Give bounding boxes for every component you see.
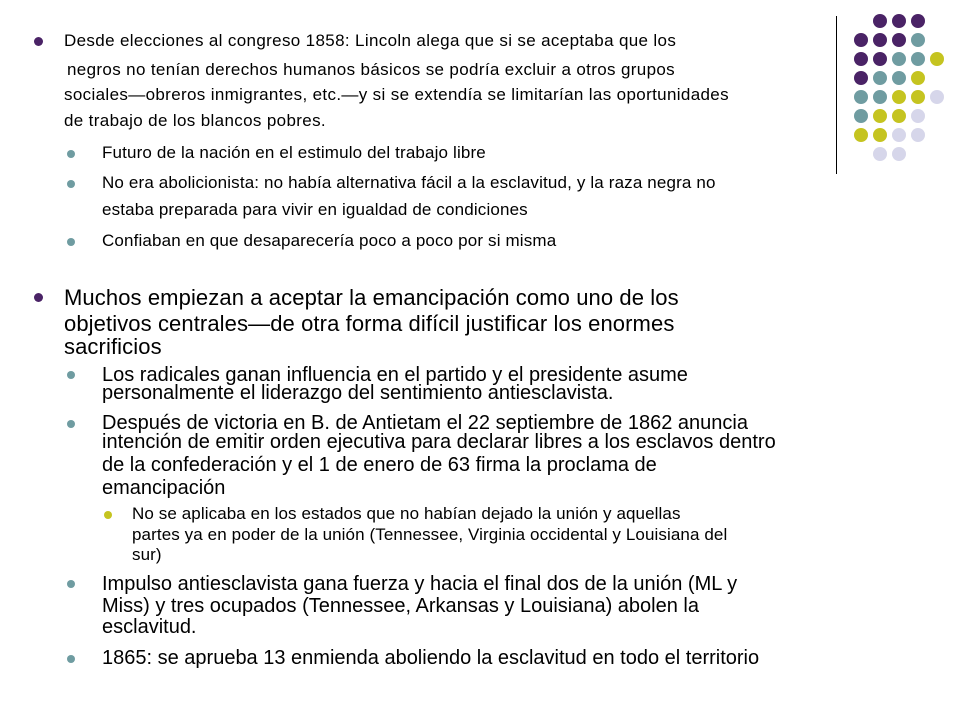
sub-bullet-text-line: personalmente el liderazgo del sentimiento antiesclavista. xyxy=(102,382,614,404)
sub-bullet-text-line: Después de victoria en B. de Antietam el 22 septiembre de 1862 anuncia xyxy=(102,412,748,434)
bullet-text-line: objetivos centrales—de otra forma difícil justificar los enormes xyxy=(64,311,675,336)
sub-bullet-text-line: Los radicales ganan influencia en el partido y el presidente asume xyxy=(102,364,688,386)
decorative-dot xyxy=(892,90,906,104)
decorative-dot xyxy=(873,90,887,104)
decorative-dot xyxy=(911,90,925,104)
decorative-dot xyxy=(854,71,868,85)
sub-bullet-text-line: esclavitud. xyxy=(102,616,197,638)
decorative-dot xyxy=(854,128,868,142)
sub-bullet-text-line: Confiaban en que desaparecería poco a poco por si misma xyxy=(102,231,557,250)
decorative-dot xyxy=(854,33,868,47)
decorative-dot xyxy=(873,147,887,161)
sub-bullet-marker xyxy=(67,238,75,246)
decorative-dot xyxy=(930,90,944,104)
bullet-text-line: negros no tenían derechos humanos básicos se podría excluir a otros grupos xyxy=(67,60,676,79)
sub-bullet-text-line: de la confederación y el 1 de enero de 63 firma la proclama de xyxy=(102,454,657,476)
sub-sub-bullet-text-line: partes ya en poder de la unión (Tennessee, Virginia occidental y Louisiana del xyxy=(132,525,728,544)
sub-bullet-text-line: Futuro de la nación en el estimulo del trabajo libre xyxy=(102,143,486,162)
decorative-dot xyxy=(873,52,887,66)
sub-bullet-text-line: estaba preparada para vivir en igualdad de condiciones xyxy=(102,200,528,219)
bullet-text-line: Desde elecciones al congreso 1858: Lincoln alega que si se aceptaba que los xyxy=(64,31,677,50)
sub-bullet-text-line: Miss) y tres ocupados (Tennessee, Arkansas y Louisiana) abolen la xyxy=(102,595,699,617)
sub-bullet-marker xyxy=(67,180,75,188)
decorative-dot xyxy=(911,71,925,85)
sub-sub-bullet-marker xyxy=(104,511,112,519)
sub-bullet-marker xyxy=(67,150,75,158)
bullet-marker xyxy=(34,293,43,302)
sub-bullet-marker xyxy=(67,580,75,588)
bullet-text-line: sociales—obreros inmigrantes, etc.—y si se extendía se limitarían las oportunidades xyxy=(64,85,729,104)
decorative-dot xyxy=(892,33,906,47)
decorative-dot xyxy=(873,14,887,28)
decorative-dot xyxy=(892,147,906,161)
decorative-dot xyxy=(854,52,868,66)
decorative-dot xyxy=(892,52,906,66)
sub-bullet-text-line: 1865: se aprueba 13 enmienda aboliendo la esclavitud en todo el territorio xyxy=(102,647,760,669)
sub-sub-bullet-text-line: No se aplicaba en los estados que no habían dejado la unión y aquellas xyxy=(132,504,681,523)
decorative-dot xyxy=(873,33,887,47)
sub-bullet-marker xyxy=(67,420,75,428)
decorative-dot xyxy=(892,109,906,123)
decorative-dot xyxy=(892,128,906,142)
sub-bullet-text-line: intención de emitir orden ejecutiva para declarar libres a los esclavos dentro xyxy=(102,431,776,453)
bullet-text-line: de trabajo de los blancos pobres. xyxy=(64,111,326,130)
decorative-dot xyxy=(911,33,925,47)
bullet-text-line: sacrificios xyxy=(64,334,162,359)
decorative-dot xyxy=(854,90,868,104)
decorative-dot xyxy=(930,52,944,66)
decorative-dot xyxy=(911,109,925,123)
decorative-dot xyxy=(873,128,887,142)
decorative-dot xyxy=(911,14,925,28)
divider-line xyxy=(836,16,837,174)
decorative-dot xyxy=(892,14,906,28)
decorative-dot xyxy=(873,109,887,123)
sub-sub-bullet-text-line: sur) xyxy=(132,545,162,564)
decorative-dot xyxy=(911,52,925,66)
bullet-text-line: Muchos empiezan a aceptar la emancipación como uno de los xyxy=(64,285,679,310)
decorative-dot xyxy=(854,109,868,123)
decorative-dot xyxy=(873,71,887,85)
bullet-marker xyxy=(34,37,43,46)
sub-bullet-text-line: Impulso antiesclavista gana fuerza y hacia el final dos de la unión (ML y xyxy=(102,573,738,595)
sub-bullet-text-line: emancipación xyxy=(102,477,226,499)
decorative-dot xyxy=(892,71,906,85)
sub-bullet-marker xyxy=(67,371,75,379)
decorative-dot xyxy=(911,128,925,142)
sub-bullet-text-line: No era abolicionista: no había alternativa fácil a la esclavitud, y la raza negra no xyxy=(102,173,716,192)
sub-bullet-marker xyxy=(67,655,75,663)
